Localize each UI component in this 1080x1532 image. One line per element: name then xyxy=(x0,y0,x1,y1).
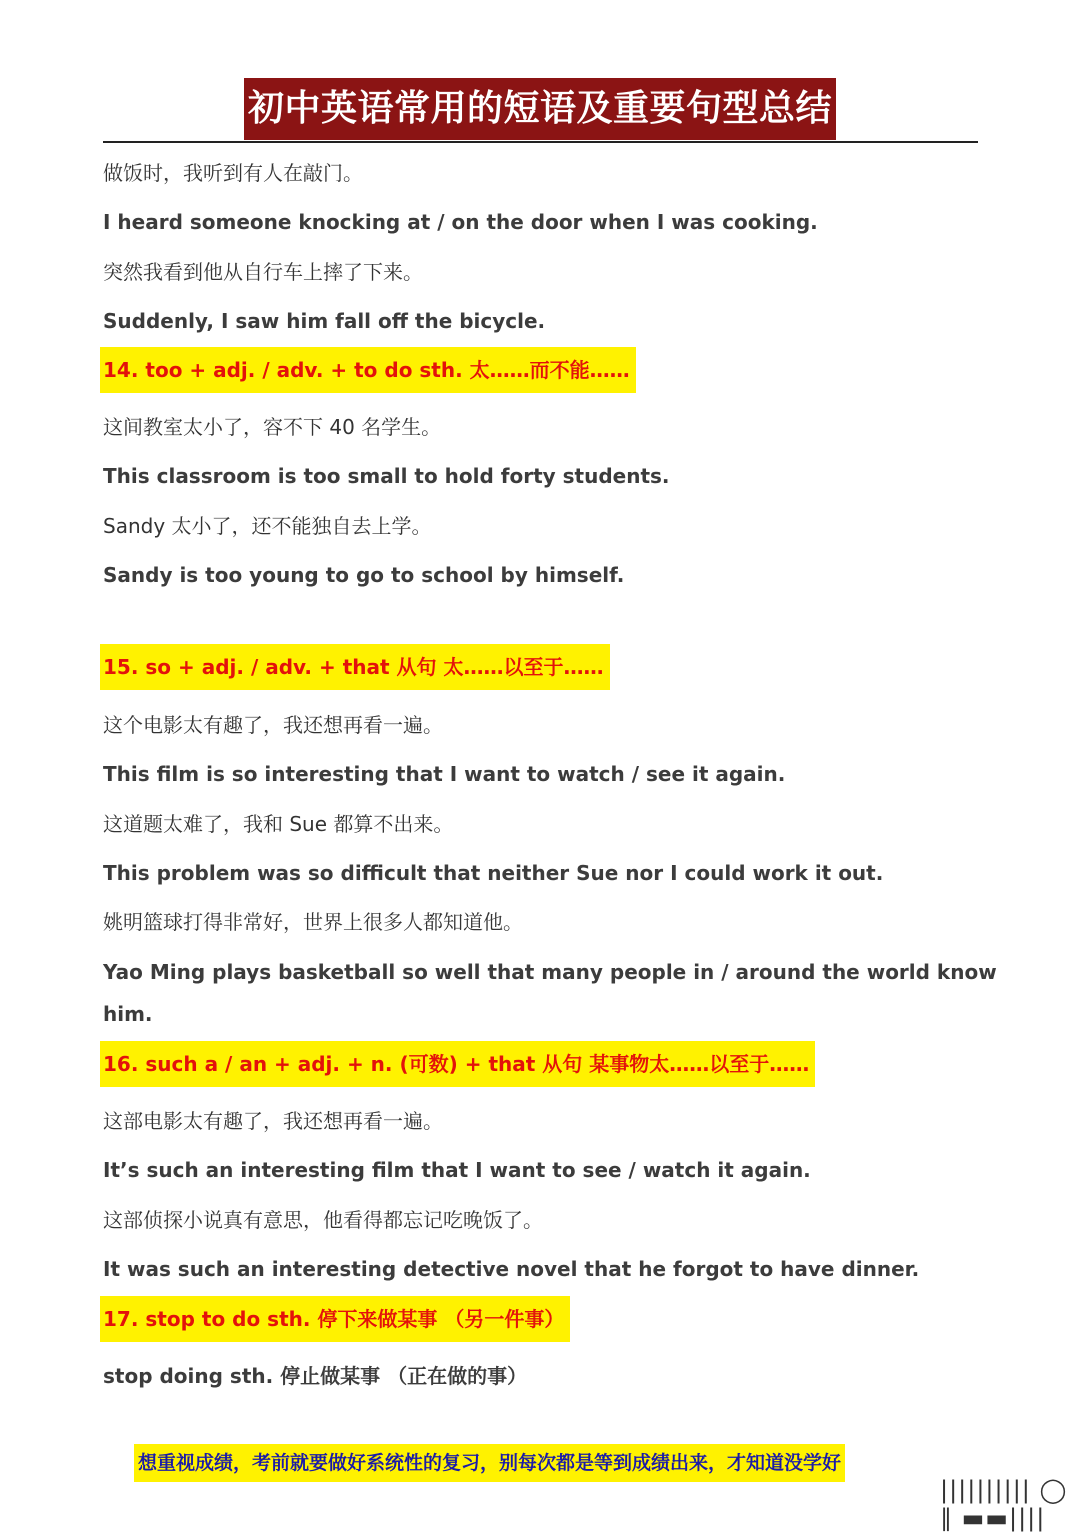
footer-banner: 想重视成绩，考前就要做好系统性的复习，别每次都是等到成绩出来，才知道没学好 xyxy=(134,1444,845,1482)
pattern-heading-17: 17. stop to do sth. 停下来做某事 （另一件事） xyxy=(100,1296,570,1342)
example-sentence-zh: 做饭时，我听到有人在敲门。 xyxy=(103,161,363,185)
example-sentence-zh: 这个电影太有趣了，我还想再看一遍。 xyxy=(103,713,443,737)
example-sentence-en: It was such an interesting detective novel that he forgot to have dinner. xyxy=(103,1257,920,1281)
example-sentence-en: Sandy is too young to go to school by himself. xyxy=(103,563,625,587)
example-sentence-zh: 姚明篮球打得非常好，世界上很多人都知道他。 xyxy=(103,910,523,934)
example-sentence-en: Yao Ming plays basketball so well that many people in / around the world know xyxy=(103,960,997,984)
pattern-contrast-line: stop doing sth. 停止做某事 （正在做的事） xyxy=(103,1364,528,1388)
example-sentence-zh: 这部侦探小说真有意思，他看得都忘记吃晚饭了。 xyxy=(103,1208,543,1232)
example-sentence-zh: Sandy 太小了，还不能独自去上学。 xyxy=(103,514,432,538)
example-sentence-en: This problem was so difficult that neither Sue nor I could work it out. xyxy=(103,861,884,885)
example-sentence-en: This classroom is too small to hold forty students. xyxy=(103,464,670,488)
title-container xyxy=(0,78,1080,140)
watermark-logo: |||||||||| ◯ ∥ ▬▬|||| xyxy=(940,1476,1068,1532)
example-sentence-en: It’s such an interesting film that I want to see / watch it again. xyxy=(103,1158,811,1182)
title-divider xyxy=(103,141,978,143)
pattern-heading-14: 14. too + adj. / adv. + to do sth. 太……而不能…… xyxy=(100,347,636,393)
example-sentence-en: I heard someone knocking at / on the door when I was cooking. xyxy=(103,210,818,234)
pattern-heading-16: 16. such a / an + adj. + n. (可数) + that 从句 某事物太……以至于…… xyxy=(100,1041,815,1087)
example-sentence-en-continued: him. xyxy=(103,1002,153,1026)
page-title: 初中英语常用的短语及重要句型总结 xyxy=(244,78,836,140)
example-sentence-zh: 这部电影太有趣了，我还想再看一遍。 xyxy=(103,1109,443,1133)
example-sentence-en: This film is so interesting that I want to watch / see it again. xyxy=(103,762,786,786)
example-sentence-zh: 这道题太难了，我和 Sue 都算不出来。 xyxy=(103,812,454,836)
example-sentence-zh: 这间教室太小了，容不下 40 名学生。 xyxy=(103,415,442,439)
pattern-heading-15: 15. so + adj. / adv. + that 从句 太……以至于…… xyxy=(100,644,610,690)
example-sentence-en: Suddenly, I saw him fall off the bicycle. xyxy=(103,309,546,333)
example-sentence-zh: 突然我看到他从自行车上摔了下来。 xyxy=(103,260,423,284)
